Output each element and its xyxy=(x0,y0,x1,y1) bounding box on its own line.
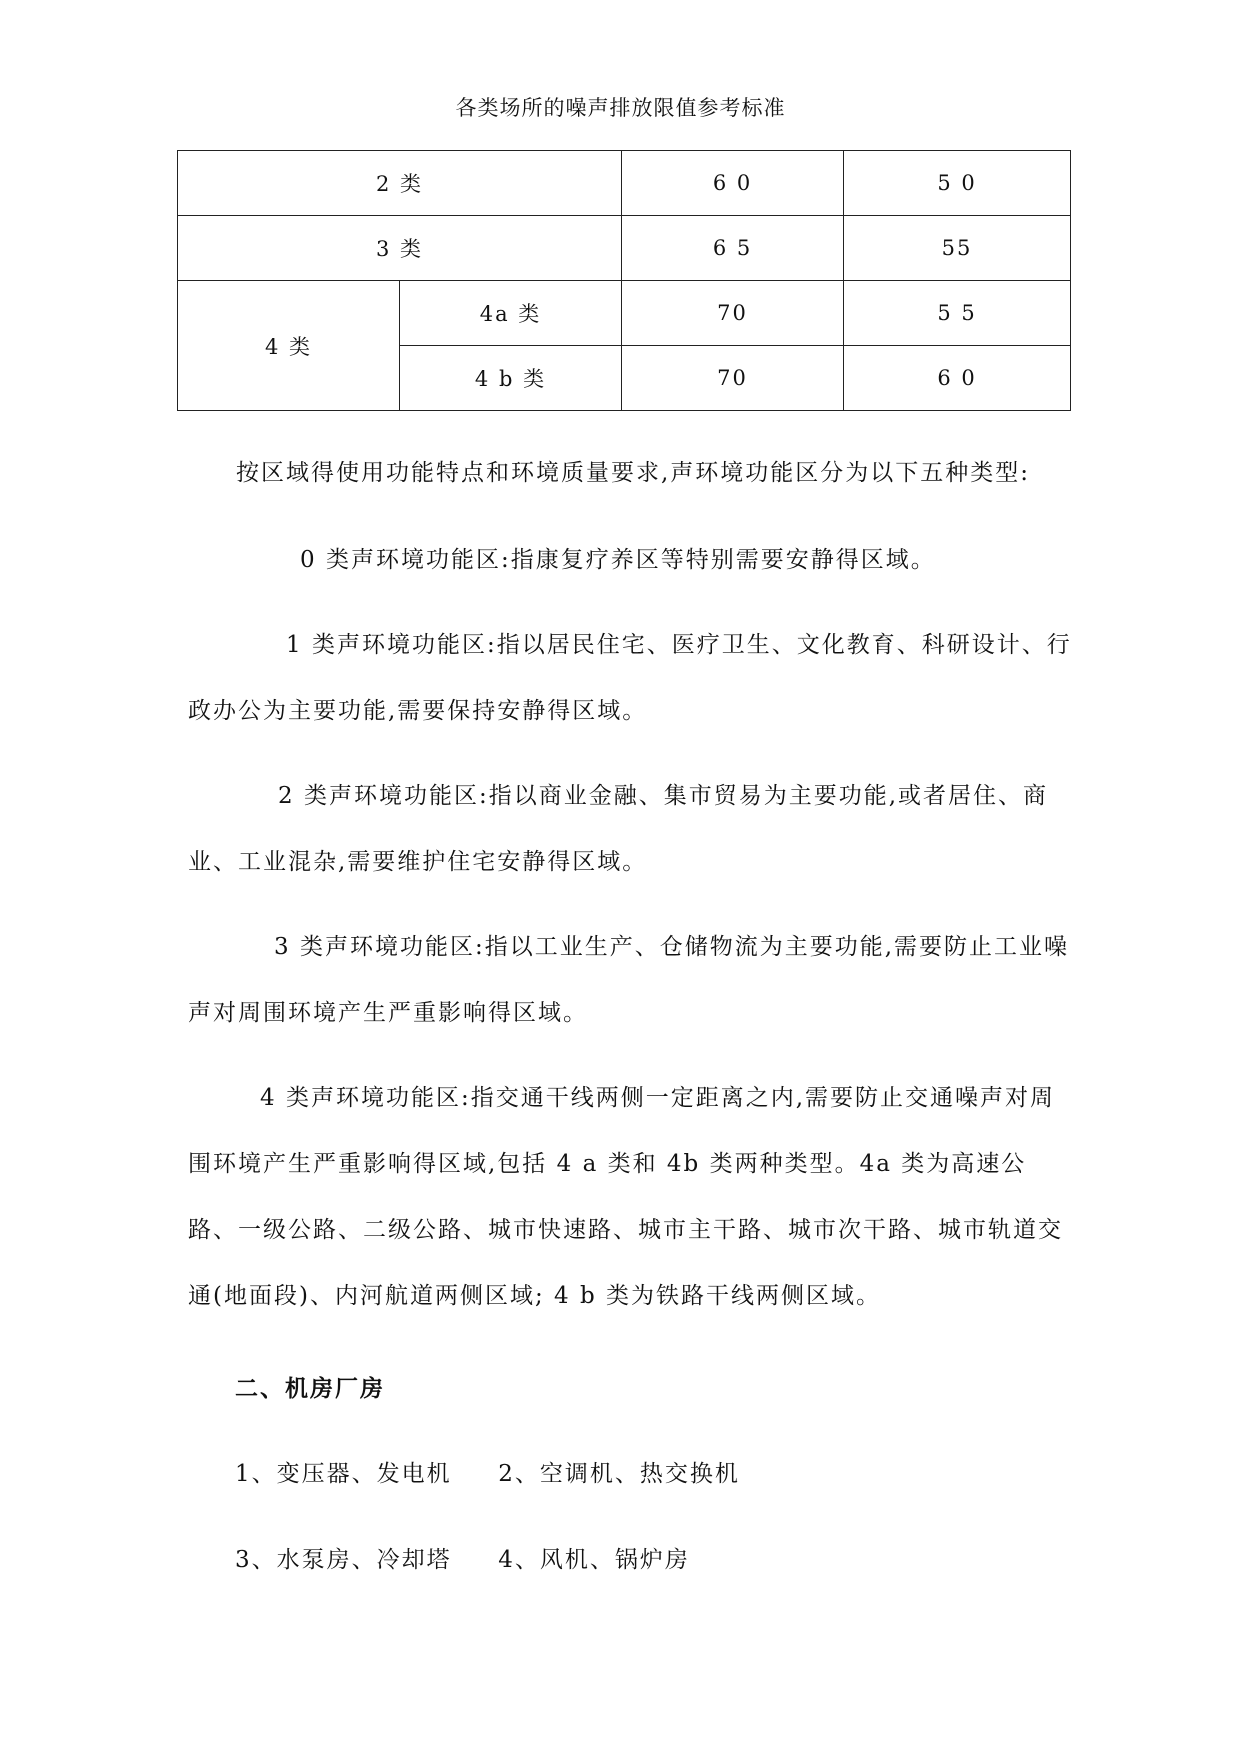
table-cell-category: 3 类 xyxy=(178,216,622,281)
table-cell-day: 70 xyxy=(622,346,844,411)
table-row xyxy=(178,281,1071,346)
equipment-list-line: 1、变压器、发电机 2、空调机、热交换机 xyxy=(235,1461,740,1487)
table-cell-subcategory: 4a 类 xyxy=(400,281,622,346)
intro-paragraph: 按区域得使用功能特点和环境质量要求,声环境功能区分为以下五种类型: xyxy=(236,460,1031,486)
table-cell-day: 70 xyxy=(622,281,844,346)
class3-paragraph: 3 类声环境功能区:指以工业生产、仓储物流为主要功能,需要防止工业噪声对周围环境产生严重影响得区域。 xyxy=(188,934,1070,1026)
class2-paragraph: 2 类声环境功能区:指以商业金融、集市贸易为主要功能,或者居住、商业、工业混杂,需要维护住宅安静得区域。 xyxy=(188,783,1049,875)
table-cell-category: 2 类 xyxy=(178,151,622,216)
table-cell-night: 6 0 xyxy=(844,346,1071,411)
table-cell-category: 4 类 xyxy=(178,281,400,411)
table-cell-day: 6 0 xyxy=(622,151,844,216)
noise-limit-table xyxy=(177,150,1071,411)
table-row xyxy=(178,216,1071,281)
table-cell-night: 5 0 xyxy=(844,151,1071,216)
table-cell-night: 55 xyxy=(844,216,1071,281)
section-heading: 二、机房厂房 xyxy=(235,1375,385,1402)
table-row xyxy=(178,151,1071,216)
table-cell-day: 6 5 xyxy=(622,216,844,281)
class1-paragraph: 1 类声环境功能区:指以居民住宅、医疗卫生、文化教育、科研设计、行政办公为主要功能,需要保持安静得区域。 xyxy=(188,632,1072,724)
table-cell-subcategory: 4 b 类 xyxy=(400,346,622,411)
table-cell-night: 5 5 xyxy=(844,281,1071,346)
page-title: 各类场所的噪声排放限值参考标准 xyxy=(455,96,786,120)
equipment-list-line: 3、水泵房、冷却塔 4、风机、锅炉房 xyxy=(235,1547,690,1573)
class4-paragraph: 4 类声环境功能区:指交通干线两侧一定距离之内,需要防止交通噪声对周围环境产生严重影响得区域,包括 4 a 类和 4b 类两种类型。4a 类为高速公路、一级公路、二级公路、城市快速路、城市主干路、城市次干路、城市轨道交通(地面段)、内河航道两侧区域; 4 b 类为铁路干线两侧区域。 xyxy=(188,1085,1063,1309)
class0-paragraph: 0 类声环境功能区:指康复疗养区等特别需要安静得区域。 xyxy=(300,547,936,573)
